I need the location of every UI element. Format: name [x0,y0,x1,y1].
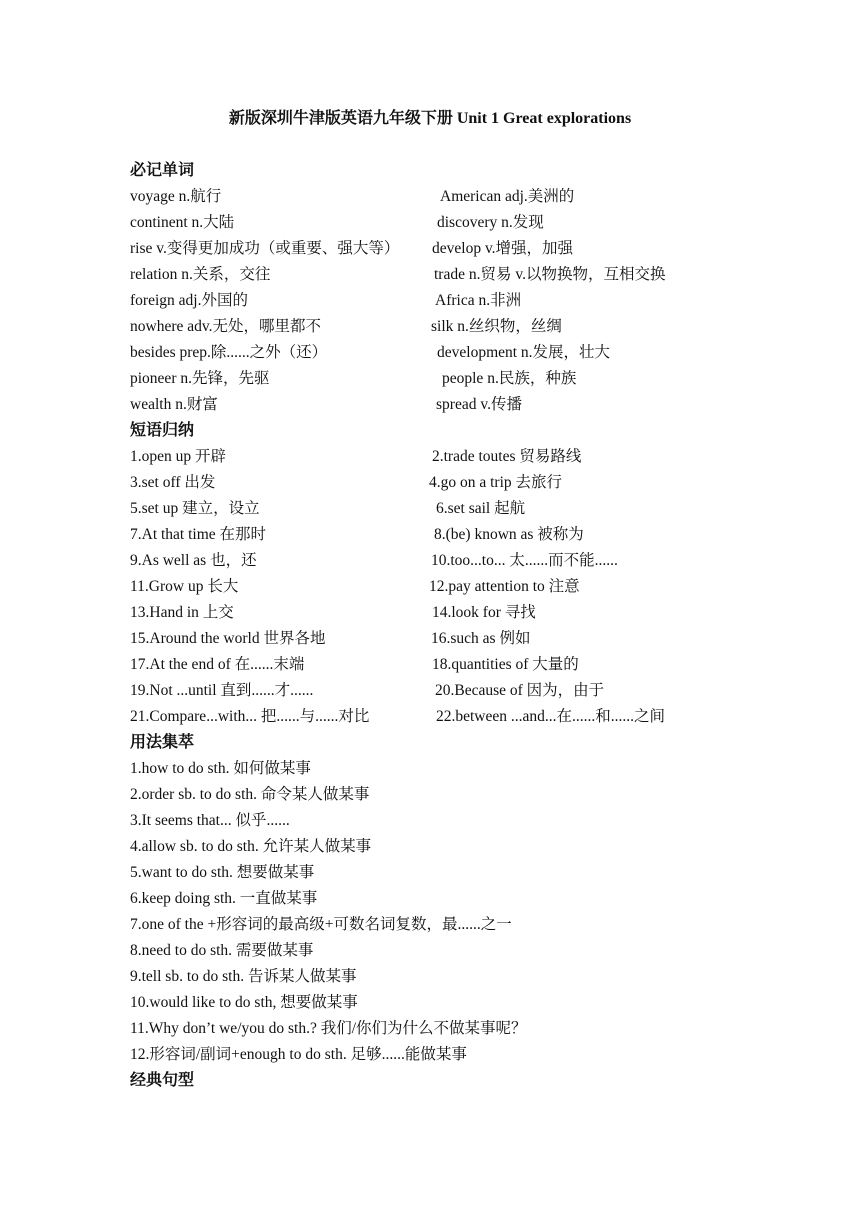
phrase-row [130,522,730,548]
phrase-row [130,600,730,626]
vocab-row-term: pioneer n.先锋，先驱 [130,370,270,387]
phrases-heading: 短语归纳 [130,422,195,439]
usage-row: 6.keep doing sth. 一直做某事 [130,890,318,907]
usage-row: 4.allow sb. to do sth. 允许某人做某事 [130,838,372,855]
phrase-row-term-right: 12.pay attention to 注意 [429,578,580,595]
phrase-row [130,470,730,496]
usage-row: 3.It seems that... 似乎...... [130,812,290,829]
phrase-row-term: 1.open up 开辟 [130,448,227,465]
phrase-row-term-right: 4.go on a trip 去旅行 [429,474,563,491]
phrase-row-term: 15.Around the world 世界各地 [130,630,326,647]
usage-row: 2.order sb. to do sth. 命令某人做某事 [130,786,370,803]
usage-row: 9.tell sb. to do sth. 告诉某人做某事 [130,968,357,985]
phrase-row-term-right: 14.look for 寻找 [432,604,536,621]
vocab-row [130,184,730,210]
phrase-row-term: 19.Not ...until 直到......才...... [130,682,314,699]
vocab-row-term-right: silk n.丝织物，丝绸 [431,318,562,335]
phrase-row-term-right: 20.Because of 因为，由于 [435,682,605,699]
phrase-row-term-right: 6.set sail 起航 [436,500,526,517]
phrase-row-term: 9.As well as 也，还 [130,552,257,569]
vocab-row-term-right: development n.发展，壮大 [437,344,611,361]
vocab-row [130,236,730,262]
phrase-row-term: 13.Hand in 上交 [130,604,234,621]
usage-row: 12.形容词/副词+enough to do sth. 足够......能做某事 [130,1046,467,1063]
phrase-row-term: 11.Grow up 长大 [130,578,239,595]
usage-row: 11.Why don’t we/you do sth.? 我们/你们为什么不做某事呢？ [130,1020,527,1037]
vocab-row [130,392,730,418]
phrase-row-term-right: 18.quantities of 大量的 [432,656,579,673]
phrase-row-term: 17.At the end of 在......末端 [130,656,305,673]
sentences-heading: 经典句型 [130,1072,195,1089]
phrase-row-term-right: 2.trade toutes 贸易路线 [432,448,582,465]
vocab-row-term: nowhere adv.无处，哪里都不 [130,318,321,335]
vocab-row-term-right: American adj.美洲的 [440,188,575,205]
vocab-row-term: voyage n.航行 [130,188,222,205]
phrase-row [130,626,730,652]
vocab-row-term: besides prep.除......之外（还） [130,344,328,361]
vocab-row-term: wealth n.财富 [130,396,218,413]
vocab-row [130,262,730,288]
phrase-row-term: 3.set off 出发 [130,474,216,491]
usage-row: 1.how to do sth. 如何做某事 [130,760,311,777]
vocab-row [130,314,730,340]
vocab-row-term-right: people n.民族，种族 [442,370,577,387]
phrase-row [130,574,730,600]
vocab-row [130,210,730,236]
usage-row: 8.need to do sth. 需要做某事 [130,942,314,959]
document-title: 新版深圳牛津版英语九年级下册 Unit 1 Great explorations [228,110,632,127]
vocab-row-term-right: spread v.传播 [436,396,522,413]
phrase-row [130,678,730,704]
usage-row: 5.want to do sth. 想要做某事 [130,864,315,881]
vocab-row-term-right: discovery n.发现 [437,214,544,231]
vocab-row-term: rise v.变得更加成功（或重要、强大等） [130,240,400,257]
phrase-row [130,548,730,574]
phrase-row-term: 7.At that time 在那时 [130,526,267,543]
phrase-row [130,652,730,678]
phrase-row [130,444,730,470]
usage-row: 7.one of the +形容词的最高级+可数名词复数，最......之一 [130,916,512,933]
vocab-row-term: continent n.大陆 [130,214,235,231]
vocab-row-term-right: Africa n.非洲 [435,292,522,309]
vocab-row-term-right: develop v.增强，加强 [432,240,574,257]
phrase-row [130,496,730,522]
vocab-row-term: relation n.关系，交往 [130,266,271,283]
phrase-row-term: 21.Compare...with... 把......与......对比 [130,708,370,725]
vocab-heading: 必记单词 [130,162,195,179]
phrase-row-term-right: 10.too...to... 太......而不能...... [431,552,618,569]
usage-row: 10.would like to do sth, 想要做某事 [130,994,358,1011]
vocab-row-term-right: trade n.贸易 v.以物换物，互相交换 [434,266,666,283]
vocab-row [130,340,730,366]
usage-heading: 用法集萃 [130,734,195,751]
phrase-row-term-right: 16.such as 例如 [431,630,531,647]
phrase-row-term-right: 22.between ...and...在......和......之间 [436,708,666,725]
vocab-row-term: foreign adj.外国的 [130,292,248,309]
phrase-row-term-right: 8.(be) known as 被称为 [434,526,584,543]
vocab-row [130,288,730,314]
vocab-row [130,366,730,392]
phrase-row-term: 5.set up 建立，设立 [130,500,260,517]
phrase-row [130,704,730,730]
